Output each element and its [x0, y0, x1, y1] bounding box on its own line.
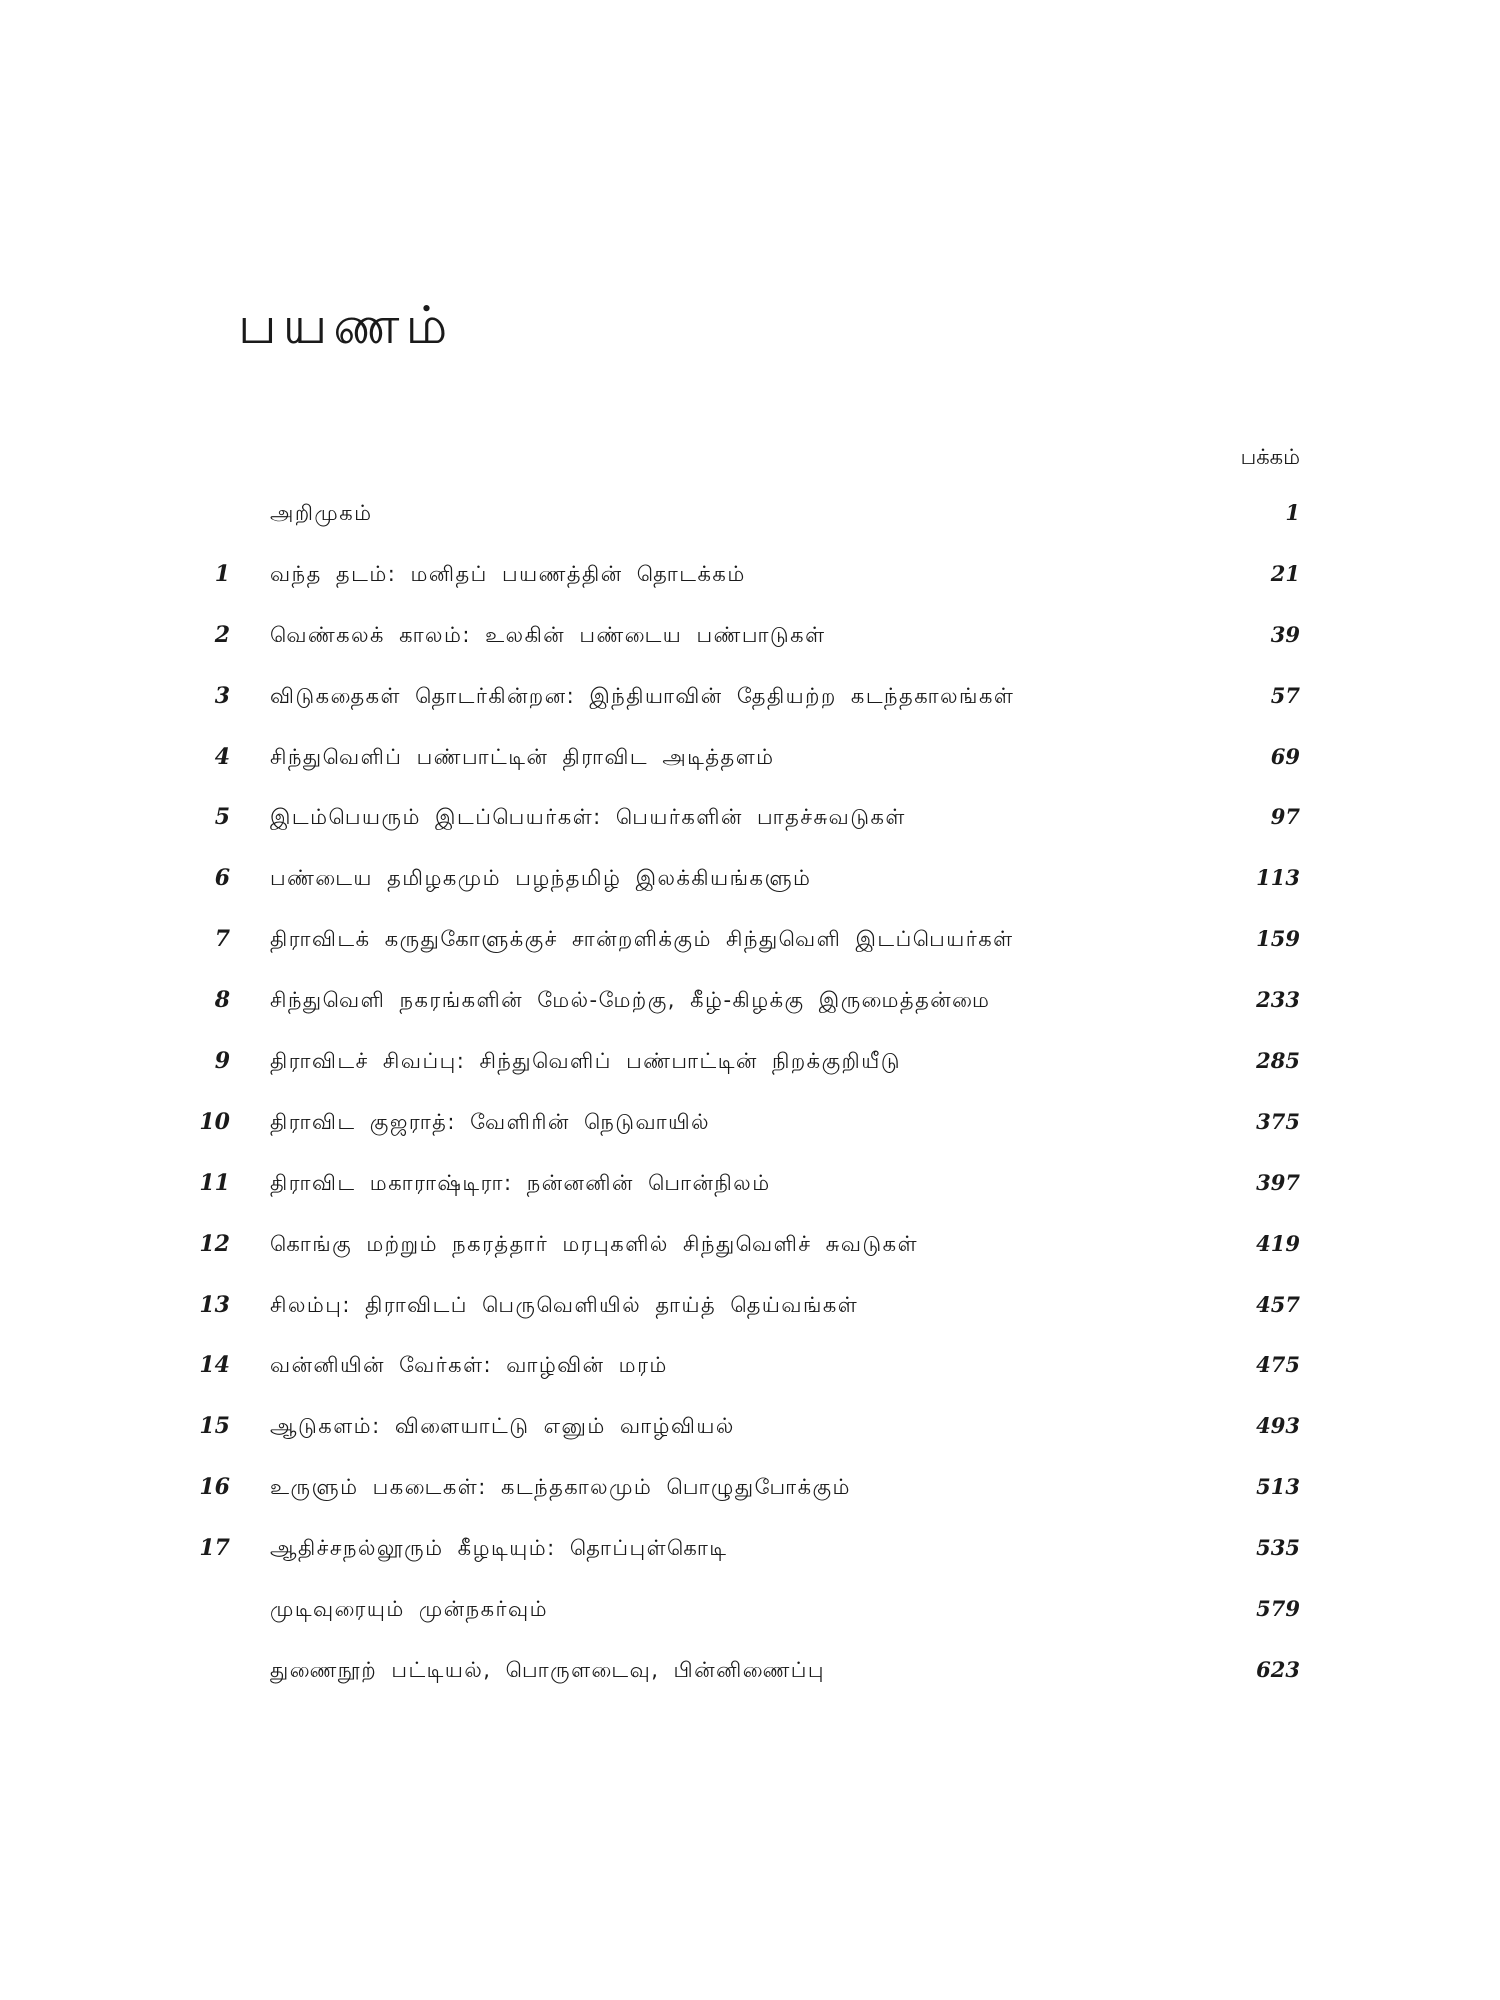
toc-entry: [0, 1472, 1500, 1533]
chapter-title: வன்னியின் வேர்கள்: வாழ்வின் மரம்: [270, 1353, 668, 1378]
chapter-title: ஆதிச்சநல்லூரும் கீழடியும்: தொப்புள்கொடி: [270, 1536, 728, 1561]
chapter-title: இடம்பெயரும் இடப்பெயர்கள்: பெயர்களின் பாதச்சுவடுகள்: [270, 805, 906, 830]
page-number: 233: [1256, 987, 1300, 1013]
toc-entry: [0, 1046, 1500, 1107]
chapter-title: திராவிடக் கருதுகோளுக்குச் சான்றளிக்கும் சிந்துவெளி இடப்பெயர்கள்: [270, 927, 1014, 952]
chapter-number: 5: [214, 804, 230, 831]
page-number: 69: [1270, 743, 1300, 769]
chapter-title: திராவிட மகாராஷ்டிரா: நன்னனின் பொன்நிலம்: [270, 1170, 771, 1195]
chapter-title: உருளும் பகடைகள்: கடந்தகாலமும் பொழுதுபோக்கும்: [270, 1475, 851, 1500]
page-number: 97: [1270, 804, 1300, 830]
page-number: 1: [1285, 500, 1300, 525]
chapter-title: துணைநூற் பட்டியல், பொருளடைவு, பின்னிணைப்பு: [270, 1657, 826, 1682]
chapter-title: திராவிட குஜராத்: வேளிரின் நெடுவாயில்: [270, 1109, 711, 1134]
chapter-number: 17: [199, 1535, 230, 1562]
chapter-number: 6: [214, 865, 230, 892]
chapter-title: சிந்துவெளி நகரங்களின் மேல்-மேற்கு, கீழ்-கிழக்கு இருமைத்தன்மை: [270, 988, 991, 1013]
page-title: பயணம்: [238, 296, 454, 356]
chapter-number: 13: [199, 1291, 230, 1318]
page-number: 493: [1256, 1413, 1300, 1439]
toc-entry: [0, 620, 1500, 681]
toc-entry: [0, 1533, 1500, 1594]
toc-entry: [0, 1290, 1500, 1351]
chapter-number: 1: [214, 560, 230, 587]
chapter-number: 2: [214, 621, 230, 648]
page-number: 21: [1270, 560, 1300, 586]
chapter-number: 7: [214, 926, 230, 953]
page-column-header: பக்கம்: [1240, 445, 1300, 469]
chapter-title: முடிவுரையும் முன்நகர்வும்: [270, 1597, 548, 1622]
page-number: 113: [1256, 865, 1300, 891]
page-number: 535: [1256, 1535, 1300, 1561]
page-number: 419: [1256, 1230, 1300, 1256]
page-number: 57: [1270, 682, 1300, 708]
chapter-number: 4: [214, 743, 230, 770]
page-number: 285: [1256, 1048, 1300, 1074]
toc-entry: [0, 1350, 1500, 1411]
chapter-number: 9: [214, 1048, 230, 1075]
toc-entry: [0, 1411, 1500, 1472]
page-number: 39: [1270, 621, 1300, 647]
chapter-title: விடுகதைகள் தொடர்கின்றன: இந்தியாவின் தேதியற்ற கடந்தகாலங்கள்: [270, 683, 1015, 708]
toc-entry: [0, 559, 1500, 620]
page-number: 159: [1256, 926, 1300, 952]
chapter-number: 11: [199, 1169, 230, 1196]
chapter-title: ஆடுகளம்: விளையாட்டு எனும் வாழ்வியல்: [270, 1414, 735, 1439]
chapter-title: சிலம்பு: திராவிடப் பெருவெளியில் தாய்த் தெய்வங்கள்: [270, 1292, 859, 1317]
toc-entry: [0, 1107, 1500, 1168]
page-number: 579: [1256, 1596, 1300, 1622]
chapter-number: 10: [199, 1108, 230, 1135]
chapter-number: 12: [199, 1230, 230, 1257]
chapter-number: 8: [214, 987, 230, 1014]
chapter-title: சிந்துவெளிப் பண்பாட்டின் திராவிட அடித்தளம்: [270, 744, 775, 769]
page-number: 397: [1256, 1169, 1300, 1195]
toc-list: [0, 498, 1500, 1716]
toc-entry: [0, 1168, 1500, 1229]
chapter-number: 14: [199, 1352, 230, 1379]
toc-entry: [0, 985, 1500, 1046]
chapter-number: 16: [199, 1474, 230, 1501]
toc-entry: [0, 863, 1500, 924]
toc-entry: [0, 498, 1500, 559]
toc-entry: [0, 924, 1500, 985]
page-number: 457: [1256, 1291, 1300, 1317]
chapter-title: வெண்கலக் காலம்: உலகின் பண்டைய பண்பாடுகள்: [270, 622, 826, 647]
toc-entry: [0, 1229, 1500, 1290]
toc-entry: [0, 742, 1500, 803]
chapter-number: 3: [214, 682, 230, 709]
page-number: 623: [1256, 1656, 1300, 1682]
chapter-title: திராவிடச் சிவப்பு: சிந்துவெளிப் பண்பாட்டின் நிறக்குறியீடு: [270, 1049, 901, 1074]
toc-entry: [0, 1655, 1500, 1716]
page-number: 375: [1256, 1108, 1300, 1134]
toc-entry: [0, 1594, 1500, 1655]
chapter-title: கொங்கு மற்றும் நகரத்தார் மரபுகளில் சிந்துவெளிச் சுவடுகள்: [270, 1231, 919, 1256]
chapter-title: பண்டைய தமிழகமும் பழந்தமிழ் இலக்கியங்களும்: [270, 866, 812, 891]
chapter-number: 15: [199, 1413, 230, 1440]
page-number: 475: [1256, 1352, 1300, 1378]
toc-entry: [0, 681, 1500, 742]
page-number: 513: [1256, 1474, 1300, 1500]
chapter-title: அறிமுகம்: [270, 501, 373, 525]
toc-entry: [0, 802, 1500, 863]
chapter-title: வந்த தடம்: மனிதப் பயணத்தின் தொடக்கம்: [270, 561, 746, 586]
